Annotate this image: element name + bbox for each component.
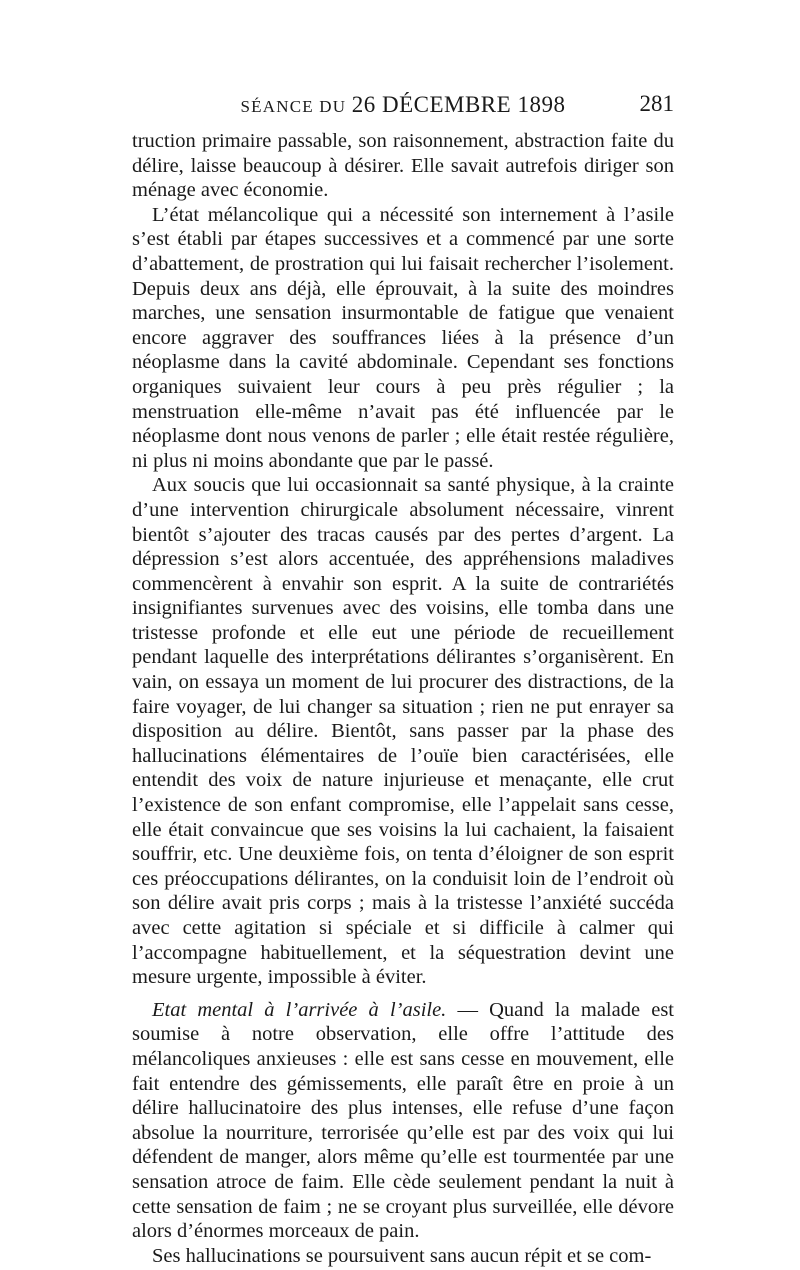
running-head-session: SÉANCE DU: [240, 97, 347, 116]
paragraph-1: truction primaire passable, son raisonnement, abstraction faite du délire, laisse beaucoup à désirer. Elle savait autrefois diriger son ménage avec économie.: [132, 130, 674, 202]
running-head-date: 26 DÉCEMBRE 1898: [351, 92, 566, 117]
section-heading-etat-mental: Etat mental à l’arrivée à l’asile.: [152, 998, 447, 1021]
page-number: 281: [639, 91, 674, 116]
paragraph-4: [132, 998, 674, 1244]
running-head: [132, 92, 674, 118]
page-header: [132, 92, 674, 122]
paragraph-2: L’état mélancolique qui a nécessité son internement à l’asile s’est établi par étapes successives et a commencé par une sorte d’abattement, de prostration qui lui faisait rechercher l’isolement. Depuis deux ans déjà, elle éprouvait, à la suite des moindres marches, une sensation insurmontable de fatigue que venaient encore aggraver des souffrances liées à la présence d’un néoplasme dans la cavité abdominale. Cependant ses fonctions organiques suivaient leur cours à peu près régulier ; la menstruation elle-même n’avait pas été influencée par le néoplasme dont nous venons de parler ; elle était restée régulière, ni plus ni moins abondante que par le passé.: [132, 203, 674, 472]
paragraph-3: Aux soucis que lui occasionnait sa santé physique, à la crainte d’une intervention chirurgicale absolument nécessaire, vinrent bientôt s’ajouter des tracas causés par des pertes d’argent. La dépression s’est alors accentuée, des appréhensions maladives commencèrent à envahir son esprit. A la suite de contrariétés insignifiantes survenues avec des voisins, elle tomba dans une tristesse profonde et elle eut une période de recueillement pendant laquelle des interprétations délirantes s’organisèrent. En vain, on essaya un moment de lui procurer des distractions, de la faire voyager, de lui changer sa situation ; rien ne put enrayer sa disposition au délire. Bientôt, sans passer par la phase des hallucinations élémentaires de l’ouïe bien caractérisées, elle entendit des voix de nature injurieuse et menaçante, elle crut l’existence de son enfant compromise, elle l’appelait sans cesse, elle était convaincue que ses voisins la lui cachaient, la faisaient souffrir, etc. Une deuxième fois, on tenta d’éloigner de son esprit ces préoccupations délirantes, on la conduisit loin de l’endroit où son délire avait pris corps ; mais à la tristesse l’anxiété succéda avec cette agitation si spéciale et si difficile à calmer qui l’accompagne habituellement, et la séquestration devint une mesure urgente, impossible à éviter.: [132, 474, 674, 989]
paragraph-4-text: — Quand la malade est soumise à notre observation, elle offre l’attitude des mélancoliques anxieuses : elle est sans cesse en mouvement, elle fait entendre des gémissements, elle paraît être en proie à un délire hallucinatoire des plus intenses, elle refuse d’une façon absolue la nourriture, terrorisée qu’elle est par des voix qui lui défendent de manger, alors même qu’elle est tourmentée par une sensation atroce de faim. Elle cède seulement pendant la nuit à cette sensation de faim ; ne se croyant plus surveillée, elle dévore alors d’énormes morceaux de pain.: [132, 998, 674, 1243]
paragraph-5: Ses hallucinations se poursuivent sans aucun répit et se com-: [152, 1244, 652, 1267]
body-text: [132, 129, 674, 1268]
